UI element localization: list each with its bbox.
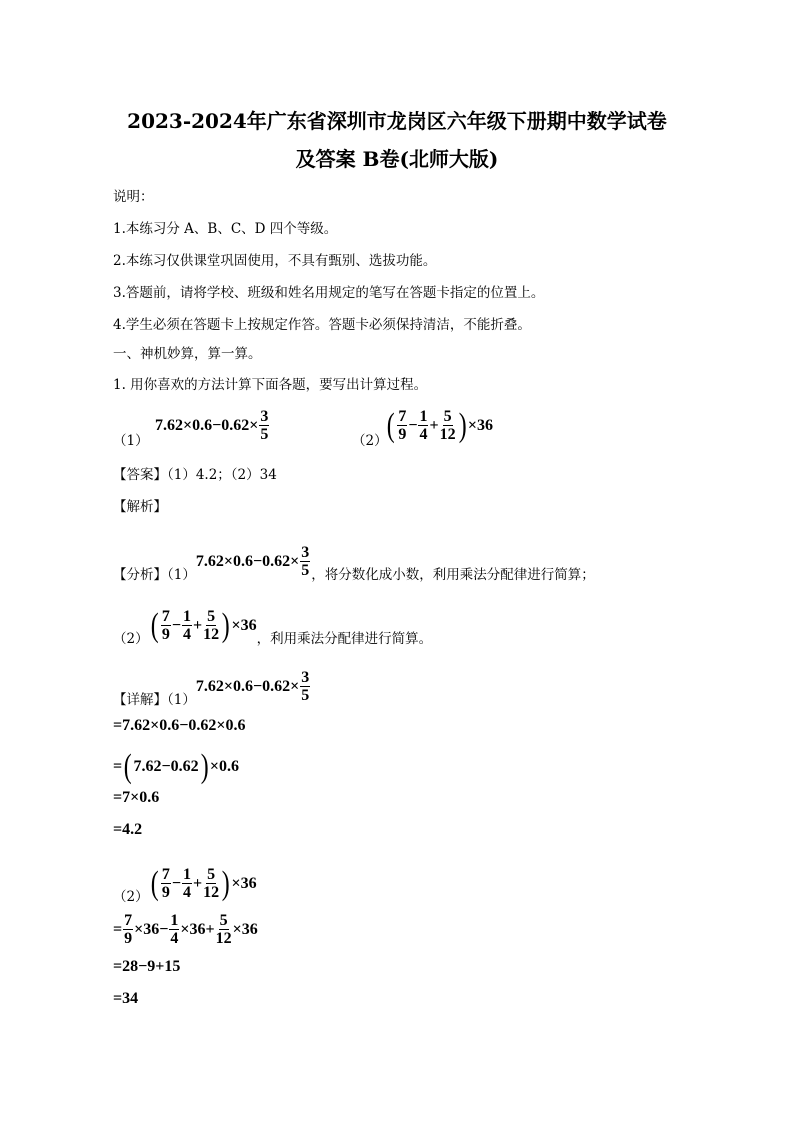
analysis-1 — [113, 544, 595, 593]
title-line-1: 2023-2024年广东省深圳市龙岗区六年级下册期中数学试卷 — [127, 109, 667, 133]
denominator: 9 — [161, 626, 170, 643]
denominator: 5 — [301, 687, 310, 704]
intro-item-2: 2.本练习仅供课堂巩固使用，不具有甄别、选拔功能。 — [113, 253, 437, 269]
step-1-4 — [113, 821, 142, 839]
math-text: ×36+ — [180, 920, 215, 938]
right-paren: ) — [221, 864, 230, 902]
denominator: 4 — [183, 884, 192, 901]
math-text: =34 — [113, 989, 139, 1007]
math-text: ×0.6 — [209, 758, 240, 775]
detail-2-expression — [149, 866, 257, 901]
numerator: 1 — [183, 608, 192, 625]
analysis-2-prefix: （2） — [113, 631, 149, 647]
q2-expression — [385, 408, 493, 443]
numerator: 5 — [443, 408, 452, 425]
question-text: 1. 用你喜欢的方法计算下面各题，要写出计算过程。 — [113, 377, 428, 393]
math-text: 7.62−0.62 — [133, 758, 199, 775]
denominator: 9 — [398, 426, 407, 443]
analysis-1-text: ，将分数化成小数，利用乘法分配律进行简算； — [311, 567, 595, 583]
math-text: 7.62×0.6−0.62× — [155, 416, 259, 434]
analysis-heading: 【解析】 — [113, 499, 167, 515]
detail-1-expression — [196, 669, 311, 704]
math-text: ×36 — [231, 616, 257, 634]
math-text: 7.62×0.6−0.62× — [195, 677, 300, 695]
step-1-2 — [113, 750, 239, 784]
numerator: 7 — [161, 608, 170, 625]
analysis-1-prefix: 【分析】（1） — [113, 567, 196, 583]
numerator: 1 — [419, 408, 428, 425]
math-text: + — [193, 616, 203, 634]
analysis-2 — [113, 606, 433, 657]
numerator: 7 — [124, 912, 133, 929]
intro-heading: 说明： — [113, 189, 154, 205]
fraction — [161, 608, 171, 643]
right-paren: ) — [200, 748, 209, 785]
intro-item-1: 1.本练习分 A、B、C、D 四个等级。 — [113, 221, 338, 237]
left-paren: ( — [123, 748, 132, 785]
numerator: 3 — [301, 669, 310, 686]
numerator: 3 — [260, 408, 269, 425]
numerator: 7 — [161, 866, 170, 883]
left-paren: ( — [150, 606, 159, 644]
fraction — [169, 912, 179, 947]
denominator: 4 — [170, 930, 179, 947]
denominator: 12 — [203, 626, 220, 643]
math-text: =7.62×0.6−0.62×0.6 — [113, 716, 246, 734]
detail-2 — [113, 864, 257, 915]
fraction — [182, 608, 192, 643]
math-text: − — [171, 616, 182, 634]
denominator: 5 — [301, 562, 310, 579]
denominator: 9 — [124, 930, 133, 947]
math-text: ×36 — [231, 874, 257, 892]
math-text: =4.2 — [113, 820, 143, 838]
step-1-1 — [113, 717, 245, 735]
analysis-2-expression — [149, 608, 257, 643]
math-text: ×36 — [467, 416, 494, 434]
denominator: 12 — [203, 884, 220, 901]
math-text: =7×0.6 — [113, 788, 160, 806]
right-paren: ) — [221, 606, 230, 644]
numerator: 1 — [183, 866, 192, 883]
fraction — [418, 408, 428, 443]
denominator: 5 — [260, 426, 269, 443]
q1-label: （1） — [113, 433, 149, 449]
fraction — [397, 408, 407, 443]
fraction — [300, 544, 310, 579]
detail-1 — [113, 669, 311, 718]
math-text: − — [408, 416, 418, 434]
fraction — [440, 408, 456, 443]
math-text: = — [113, 920, 123, 938]
fraction — [161, 866, 171, 901]
denominator: 12 — [215, 930, 232, 947]
math-text: + — [429, 416, 439, 434]
step-2-3 — [113, 990, 138, 1008]
denominator: 12 — [439, 426, 456, 443]
analysis-1-expression — [196, 544, 311, 579]
math-text: = — [113, 758, 123, 775]
math-text: + — [193, 874, 203, 892]
numerator: 3 — [301, 544, 310, 561]
detail-prefix: 【详解】（1） — [113, 692, 196, 708]
math-text: 7.62×0.6−0.62× — [195, 552, 300, 570]
analysis-2-text: ，利用乘法分配律进行简算。 — [256, 631, 433, 647]
fraction — [216, 912, 232, 947]
answer-text: 【答案】（1）4.2；（2）34 — [113, 467, 277, 483]
fraction — [300, 669, 310, 704]
left-paren: ( — [386, 406, 395, 444]
right-paren: ) — [458, 406, 467, 444]
fraction — [259, 408, 269, 443]
left-paren: ( — [150, 864, 159, 902]
denominator: 4 — [419, 426, 428, 443]
math-text: − — [171, 874, 182, 892]
math-text: ×36 — [232, 920, 258, 938]
numerator: 5 — [219, 912, 228, 929]
fraction — [203, 866, 219, 901]
q2-label: （2） — [352, 433, 388, 449]
denominator: 4 — [183, 626, 192, 643]
numerator: 5 — [207, 866, 216, 883]
numerator: 1 — [170, 912, 179, 929]
fraction — [203, 608, 219, 643]
intro-item-3: 3.答题前，请将学校、班级和姓名用规定的笔写在答题卡指定的位置上。 — [113, 285, 545, 301]
section-heading: 一、神机妙算，算一算。 — [113, 346, 262, 362]
fraction — [182, 866, 192, 901]
math-text: ×36− — [134, 920, 169, 938]
step-1-3 — [113, 789, 159, 807]
fraction — [123, 912, 133, 947]
intro-item-4: 4.学生必须在答题卡上按规定作答。答题卡必须保持清洁，不能折叠。 — [113, 317, 531, 333]
math-text: =28−9+15 — [113, 957, 181, 975]
detail-2-prefix: （2） — [113, 889, 149, 905]
numerator: 5 — [207, 608, 216, 625]
step-2-1 — [113, 912, 258, 947]
numerator: 7 — [398, 408, 407, 425]
denominator: 9 — [161, 884, 170, 901]
step-2-2 — [113, 958, 180, 976]
title-line-2: 及答案 B卷(北师大版) — [295, 147, 499, 171]
q1-expression — [155, 408, 270, 443]
